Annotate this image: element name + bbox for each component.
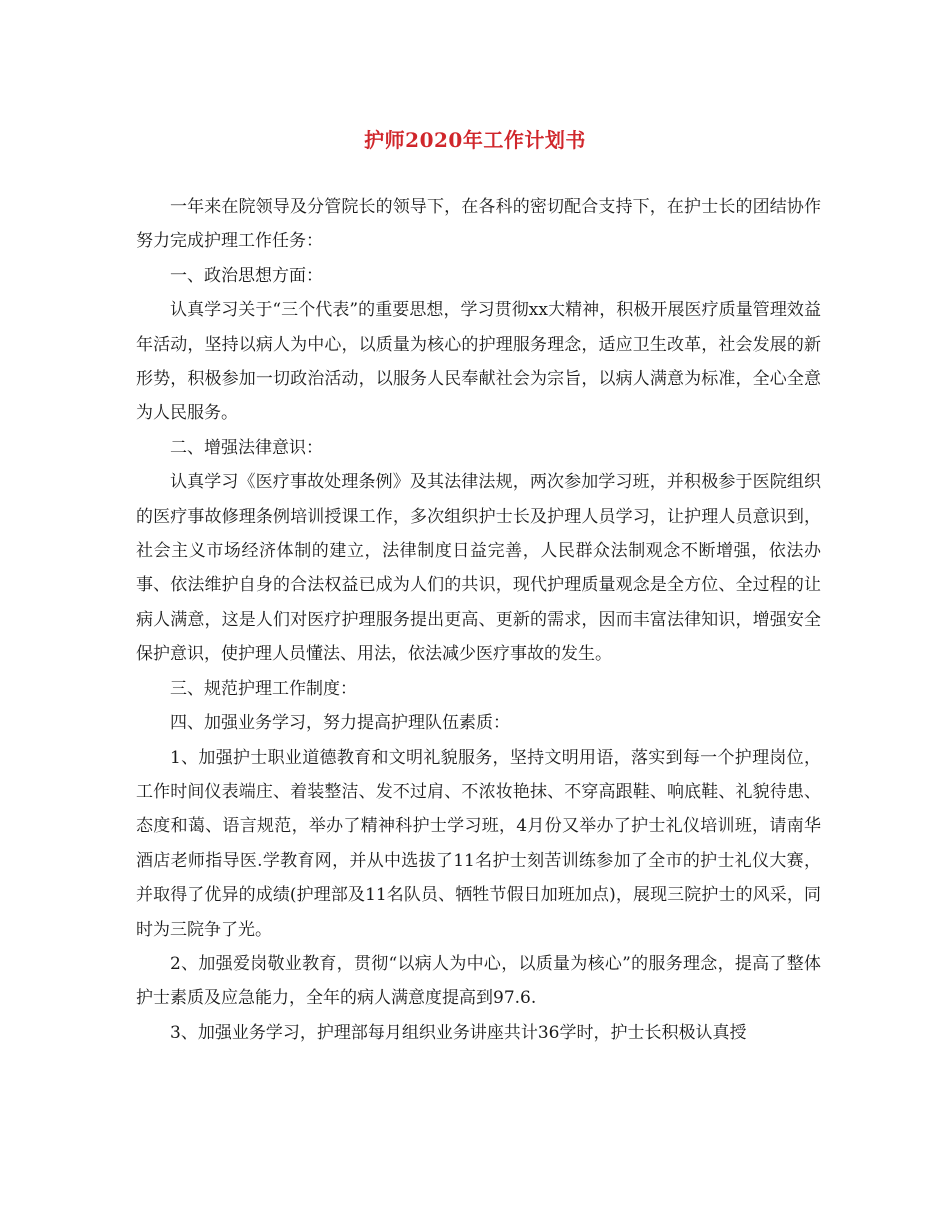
heading-legal-awareness: 二、增强法律意识： bbox=[170, 437, 323, 458]
paragraph-intro: 一年来在院领导及分管院长的领导下，在各科的密切配合支持下，在护士长的团结协作努力完成护理工作任务： bbox=[136, 197, 821, 252]
paragraph-legal-awareness: 认真学习《医疗事故处理条例》及其法律法规，两次参加学习班，并积极参于医院组织的医疗事故修理条例培训授课工作，多次组织护士长及护理人员学习，让护理人员意识到，社会主义市场经济体制的建立，法律制度日益完善，人民群众法制观念不断增强，依法办事、依法维护自身的合法权益已成为人们的共识，现代护理质量观念是全方位、全过程的让病人满意，这是人们对医疗护理服务提出更高、更新的需求，因而丰富法律知识，增强安全保护意识，使护理人员懂法、用法，依法减少医疗事故的发生。 bbox=[136, 472, 821, 665]
paragraph-item-2: 2、加强爱岗敬业教育，贯彻“以病人为中心，以质量为核心”的服务理念，提高了整体护士素质及应急能力，全年的病人满意度提高到97.6. bbox=[136, 953, 821, 1009]
heading-nursing-rules: 三、规范护理工作制度： bbox=[170, 678, 357, 699]
paragraph-political-thought: 认真学习关于“三个代表”的重要思想，学习贯彻xx大精神，积极开展医疗质量管理效益年活动，坚持以病人为中心，以质量为核心的护理服务理念，适应卫生改革，社会发展的新形势，积极参加一切政治活动，以服务人民奉献社会为宗旨，以病人满意为标准，全心全意为人民服务。 bbox=[136, 300, 821, 424]
document-title: 护师2020年工作计划书 bbox=[364, 128, 586, 152]
document-body bbox=[136, 190, 821, 1050]
paragraph-item-1: 1、加强护士职业道德教育和文明礼貌服务，坚持文明用语，落实到每一个护理岗位，工作时间仪表端庄、着装整洁、发不过肩、不浓妆艳抹、不穿高跟鞋、响底鞋、礼貌待患、态度和蔼、语言规范，举办了精神科护士学习班，4月份又举办了护士礼仪培训班，请南华酒店老师指导医.学教育网，并从中选拔了11名护士刻苦训练参加了全市的护士礼仪大赛，并取得了优异的成绩(护理部及11名队员、牺牲节假日加班加点)，展现三院护士的风采，同时为三院争了光。 bbox=[136, 747, 821, 940]
paragraph-item-3: 3、加强业务学习，护理部每月组织业务讲座共计36学时，护士长积极认真授 bbox=[170, 1022, 747, 1043]
heading-political-thought: 一、政治思想方面： bbox=[170, 265, 323, 286]
heading-professional-study: 四、加强业务学习，努力提高护理队伍素质： bbox=[170, 713, 510, 734]
